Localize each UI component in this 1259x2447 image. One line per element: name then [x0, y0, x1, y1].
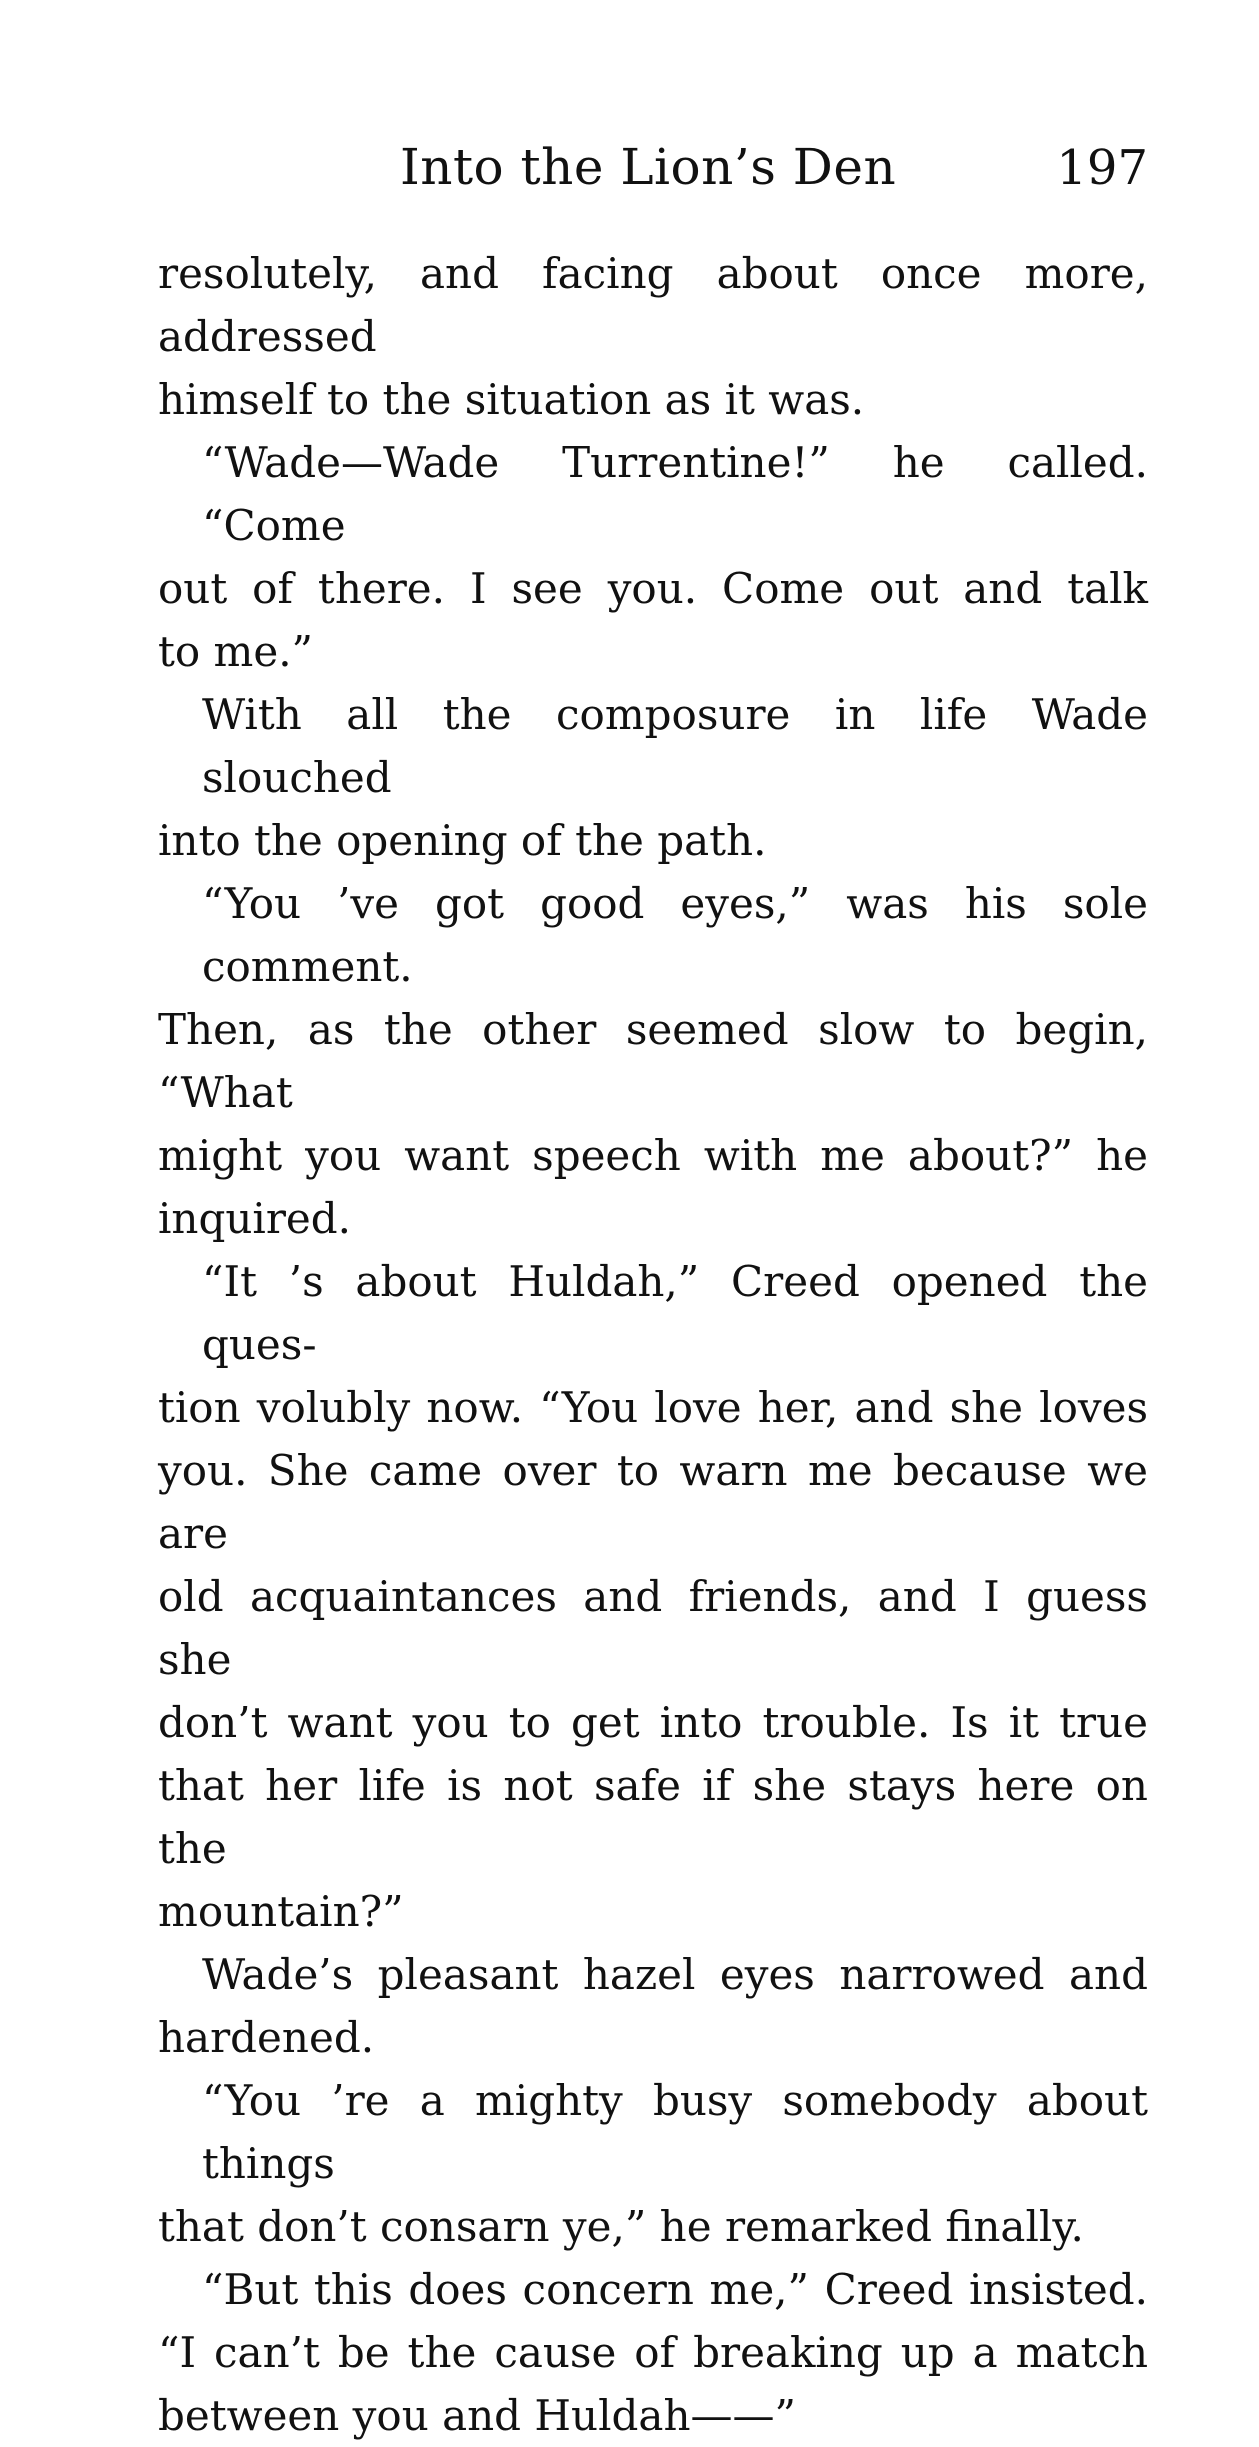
text-line: that her life is not safe if she stays here on the — [158, 1761, 1148, 1873]
text-line: inquired. — [158, 1194, 352, 1243]
running-head — [158, 130, 1148, 200]
text-line: With all the composure in life Wade slouched — [202, 690, 1148, 802]
text-line: mountain?” — [158, 1887, 404, 1936]
paragraph-1 — [158, 242, 1148, 431]
text-line: “But this does concern me,” Creed insisted. — [202, 2265, 1148, 2314]
text-line: might you want speech with me about?” he — [158, 1131, 1148, 1180]
paragraph-4 — [158, 872, 1148, 998]
paragraph-6-cont — [158, 2006, 1148, 2069]
text-line: “I can’t be the cause of breaking up a match — [158, 2328, 1148, 2377]
paragraph-8 — [158, 2258, 1148, 2321]
book-page — [158, 130, 1148, 2447]
paragraph-4-cont — [158, 998, 1148, 1250]
paragraph-5-cont — [158, 1376, 1148, 1943]
text-line: to me.” — [158, 627, 314, 676]
text-line: tion volubly now. “You love her, and she loves — [158, 1383, 1148, 1432]
text-line: Then, as the other seemed slow to begin, “What — [158, 1005, 1148, 1117]
text-line: “It ’s about Huldah,” Creed opened the ques- — [202, 1257, 1148, 1369]
paragraph-6 — [158, 1943, 1148, 2006]
page-number: 197 — [1056, 140, 1148, 196]
paragraph-8-cont — [158, 2321, 1148, 2447]
text-line: don’t want you to get into trouble. Is it true — [158, 1698, 1148, 1747]
paragraph-2 — [158, 431, 1148, 557]
text-line: out of there. I see you. Come out and talk — [158, 564, 1148, 613]
text-line: “You ’re a mighty busy somebody about things — [202, 2076, 1148, 2188]
text-line: between you and Huldah——” — [158, 2391, 796, 2440]
paragraph-7 — [158, 2069, 1148, 2195]
text-line: “Wade—Wade Turrentine!” he called. “Come — [202, 438, 1148, 550]
paragraph-5 — [158, 1250, 1148, 1376]
text-line: hardened. — [158, 2013, 375, 2062]
text-line: old acquaintances and friends, and I guess she — [158, 1572, 1148, 1684]
text-line: himself to the situation as it was. — [158, 375, 865, 424]
running-title: Into the Lion’s Den — [400, 138, 897, 196]
paragraph-7-cont — [158, 2195, 1148, 2258]
paragraph-3 — [158, 683, 1148, 809]
text-line: that don’t consarn ye,” he remarked finally. — [158, 2202, 1084, 2251]
text-line: Wade’s pleasant hazel eyes narrowed and — [202, 1950, 1148, 1999]
text-line: resolutely, and facing about once more, addressed — [158, 249, 1148, 361]
text-line: “You ’ve got good eyes,” was his sole comment. — [202, 879, 1148, 991]
text-line: you. She came over to warn me because we are — [158, 1446, 1148, 1558]
paragraph-2-cont — [158, 557, 1148, 683]
paragraph-3-cont — [158, 809, 1148, 872]
text-line: into the opening of the path. — [158, 816, 767, 865]
